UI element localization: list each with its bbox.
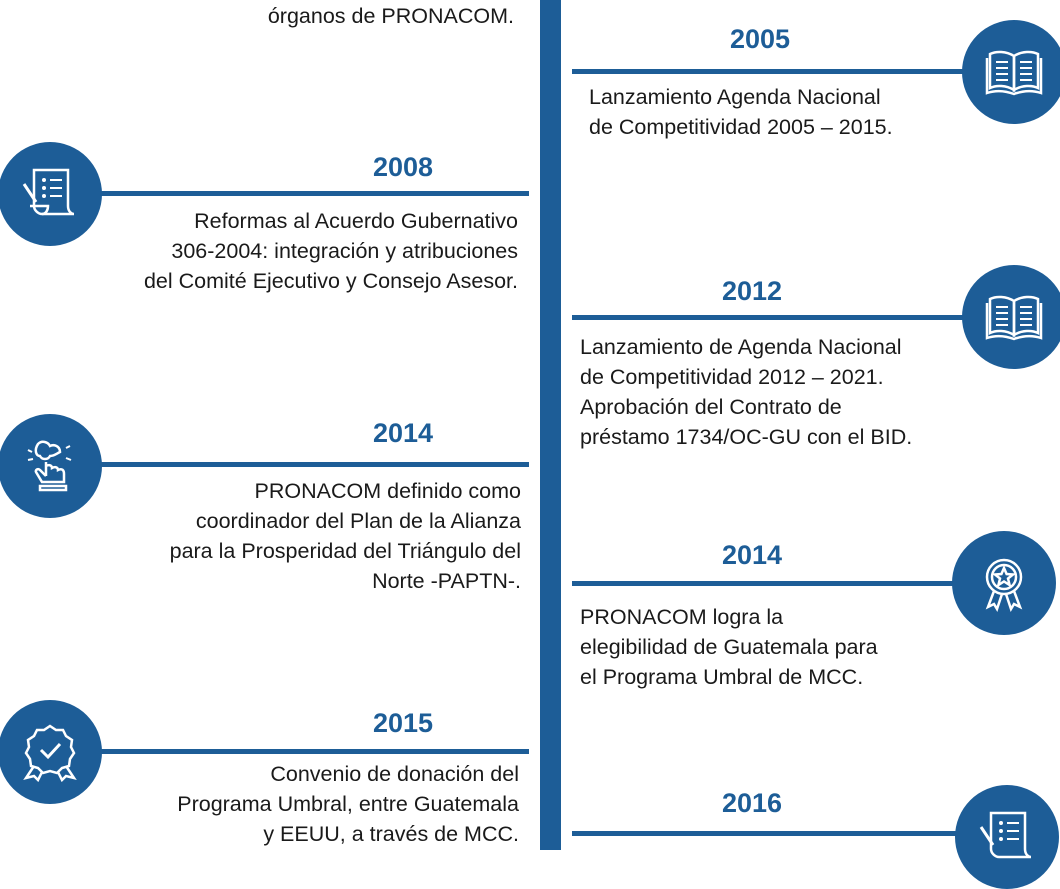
event-line: Programa Umbral, entre Guatemala	[177, 792, 519, 816]
open-book-icon	[984, 42, 1044, 102]
event-line: el Programa Umbral de MCC.	[580, 665, 864, 689]
document-checklist-icon	[977, 807, 1037, 867]
event-year: 2014	[372, 418, 434, 448]
event-text	[177, 759, 519, 849]
event-line-connector	[572, 581, 992, 586]
event-year: 2005	[729, 24, 791, 54]
event-line-connector	[100, 191, 529, 196]
document-checklist-icon	[20, 164, 80, 224]
event-year: 2014	[721, 540, 783, 570]
event-line: para la Prosperidad del Triángulo del	[169, 539, 521, 563]
event-icon-circle	[0, 142, 102, 246]
event-year: 2015	[372, 708, 434, 738]
event-text	[589, 82, 893, 142]
open-book-icon	[984, 287, 1044, 347]
event-text	[580, 332, 912, 452]
event-icon-circle	[952, 531, 1056, 635]
event-text	[268, 1, 514, 31]
event-text	[144, 206, 518, 296]
event-text	[170, 476, 521, 596]
star-award-icon	[974, 553, 1034, 613]
event-icon-circle	[955, 785, 1059, 889]
event-line: coordinador del Plan de la Alianza	[195, 509, 521, 533]
event-line: órganos de PRONACOM.	[267, 4, 514, 28]
event-year: 2008	[372, 152, 434, 182]
event-line: de Competitividad 2012 – 2021.	[580, 365, 884, 389]
event-line: elegibilidad de Guatemala para	[580, 635, 878, 659]
event-line-connector	[100, 749, 529, 754]
event-line: de Competitividad 2005 – 2015.	[589, 115, 893, 139]
timeline-spine	[540, 0, 561, 850]
event-line-connector	[572, 831, 992, 836]
event-line: PRONACOM logra la	[580, 605, 784, 629]
event-line: Lanzamiento Agenda Nacional	[589, 85, 881, 109]
event-line: PRONACOM definido como	[254, 479, 521, 503]
event-line: 306-2004: integración y atribuciones	[171, 239, 518, 263]
event-year: 2016	[721, 788, 783, 818]
event-icon-circle	[962, 20, 1060, 124]
hand-press-icon	[20, 436, 80, 496]
event-line: préstamo 1734/OC-GU con el BID.	[580, 425, 913, 449]
event-icon-circle	[962, 265, 1060, 369]
event-text	[580, 602, 878, 692]
event-line: Norte -PAPTN-.	[372, 569, 521, 593]
event-line: Reformas al Acuerdo Gubernativo	[194, 209, 518, 233]
event-year: 2012	[721, 276, 783, 306]
event-line: Lanzamiento de Agenda Nacional	[580, 335, 902, 359]
event-icon-circle	[0, 700, 102, 804]
event-line-connector	[572, 69, 992, 74]
event-line: y EEUU, a través de MCC.	[263, 822, 519, 846]
event-line: Aprobación del Contrato de	[580, 395, 842, 419]
event-line: del Comité Ejecutivo y Consejo Asesor.	[143, 269, 518, 293]
event-line-connector	[572, 315, 992, 320]
event-line-connector	[100, 462, 529, 467]
check-award-icon	[20, 722, 80, 782]
event-icon-circle	[0, 414, 102, 518]
event-line: Convenio de donación del	[270, 762, 519, 786]
